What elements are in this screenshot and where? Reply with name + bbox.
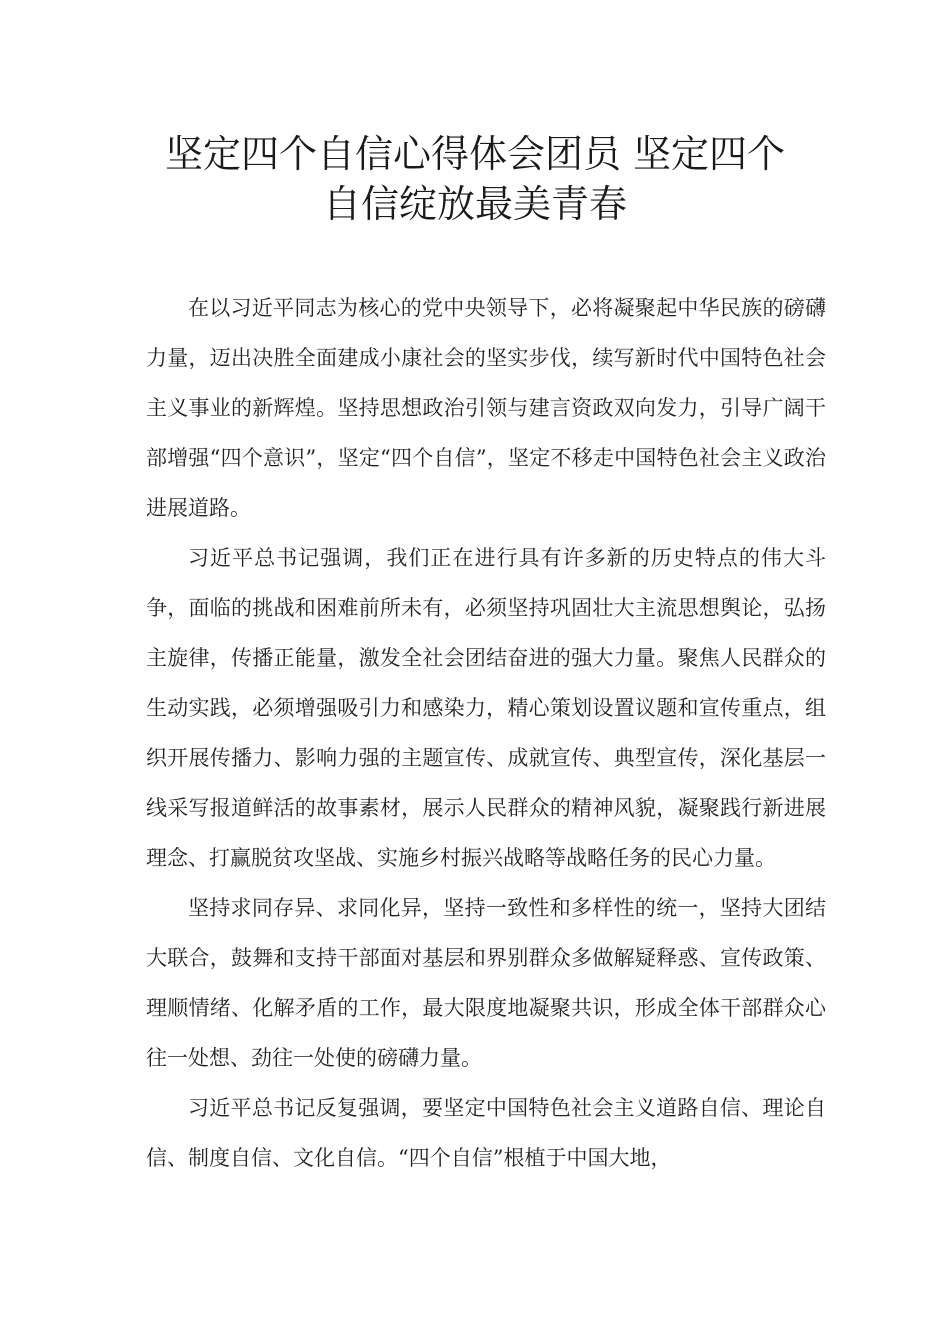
paragraph-1: 在以习近平同志为核心的党中央领导下，必将凝聚起中华民族的磅礴力量，迈出决胜全面建成小康社会的坚实步伐，续写新时代中国特色社会主义事业的新辉煌。坚持思想政治引领与建言资政双向发力，引导广阔干部增强“四个意识”，坚定“四个自信”，坚定不移走中国特色社会主义政治进展道路。 xyxy=(146,296,826,520)
document-title-line-2: 自信绽放最美青春 xyxy=(322,182,627,226)
document-body xyxy=(146,283,826,1183)
document-title-line-1: 坚定四个自信心得体会团员 坚定四个 xyxy=(164,132,786,176)
paragraph-2: 习近平总书记强调，我们正在进行具有许多新的历史特点的伟大斗争，面临的挑战和困难前所未有，必须坚持巩固壮大主流思想舆论，弘扬主旋律，传播正能量，激发全社会团结奋进的强大力量。聚焦人民群众的生动实践，必须增强吸引力和感染力，精心策划设置议题和宣传重点，组织开展传播力、影响力强的主题宣传、成就宣传、典型宣传，深化基层一线采写报道鲜活的故事素材，展示人民群众的精神风貌，凝聚践行新进展理念、打赢脱贫攻坚战、实施乡村振兴战略等战略任务的民心力量。 xyxy=(146,546,826,870)
paragraph-4: 习近平总书记反复强调，要坚定中国特色社会主义道路自信、理论自信、制度自信、文化自信。“四个自信”根植于中国大地， xyxy=(146,1096,826,1170)
paragraph-3: 坚持求同存异、求同化异，坚持一致性和多样性的统一，坚持大团结大联合，鼓舞和支持干部面对基层和界别群众多做解疑释惑、宣传政策、理顺情绪、化解矛盾的工作，最大限度地凝聚共识，形成全体干部群众心往一处想、劲往一处使的磅礴力量。 xyxy=(146,896,826,1070)
